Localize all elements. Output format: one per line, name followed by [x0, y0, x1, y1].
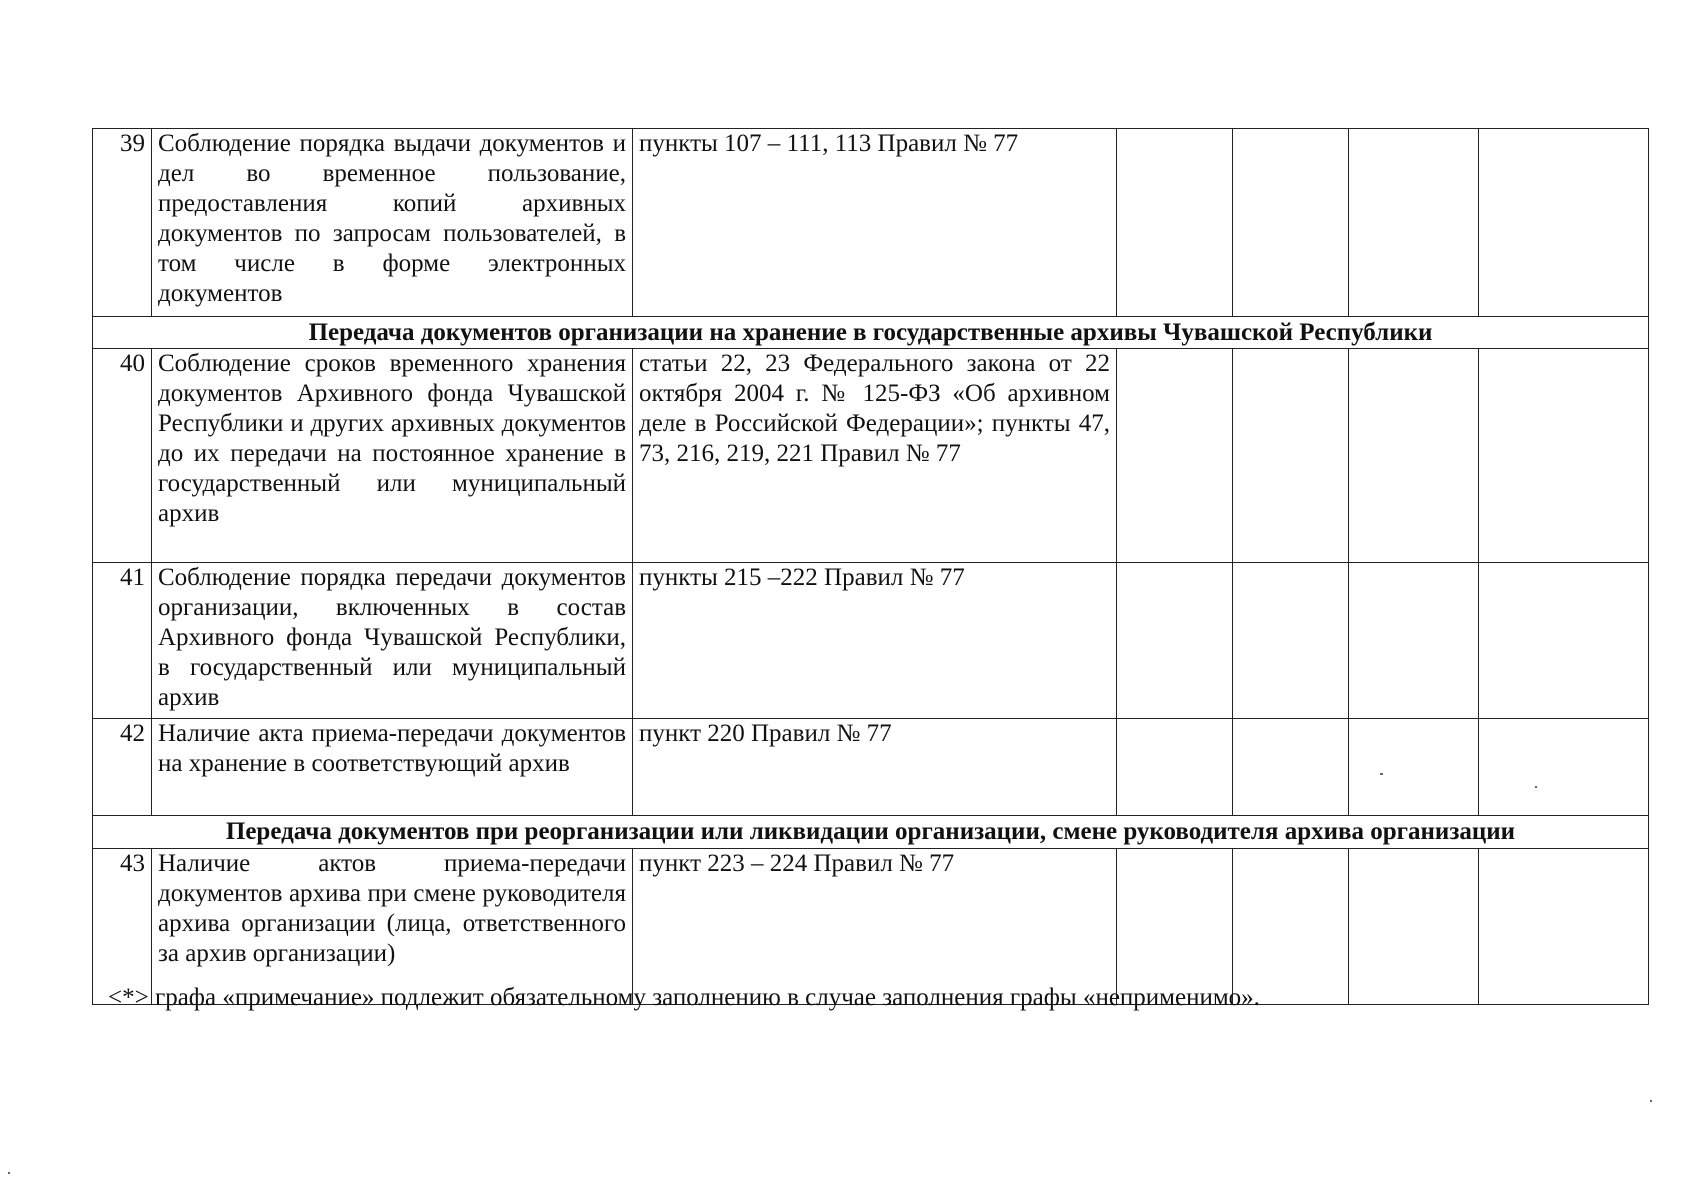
answer-not-applicable-cell[interactable]: [1349, 349, 1479, 563]
checklist-table: [92, 128, 1649, 1005]
scan-speck: [1535, 786, 1537, 788]
section-title: Передача документов организации на хранение в государственные архивы Чувашской Республики: [93, 317, 1649, 349]
requirement-cell: Наличие актов приема-передачи документов архива при смене руководителя архива организации (лица, ответственного за архив организации): [152, 849, 633, 1005]
requirement-cell: Соблюдение порядка выдачи документов и дел во временное пользование, предоставления копий архивных документов по запросам пользователей, в том числе в форме электронных документов: [152, 129, 633, 317]
row-number: 40: [93, 349, 152, 563]
row-number: 41: [93, 563, 152, 719]
row-number: 39: [93, 129, 152, 317]
answer-not-applicable-cell[interactable]: [1349, 849, 1479, 1005]
section-header-row: [93, 317, 1649, 349]
answer-not-applicable-cell[interactable]: [1349, 563, 1479, 719]
legal-reference-cell: статьи 22, 23 Федерального закона от 22 октября 2004 г. № 125-ФЗ «Об архивном деле в Российской Федерации»; пункты 47, 73, 216, 219, 221 Правил № 77: [633, 349, 1117, 563]
note-cell[interactable]: [1479, 129, 1649, 317]
answer-no-cell[interactable]: [1233, 349, 1349, 563]
legal-reference-cell: пункты 107 – 111, 113 Правил № 77: [633, 129, 1117, 317]
table-row: [93, 849, 1649, 1005]
table-row: [93, 719, 1649, 816]
note-cell[interactable]: [1479, 849, 1649, 1005]
answer-not-applicable-cell[interactable]: [1349, 719, 1479, 816]
answer-no-cell[interactable]: [1233, 129, 1349, 317]
note-cell[interactable]: [1479, 563, 1649, 719]
answer-no-cell[interactable]: [1233, 563, 1349, 719]
note-cell[interactable]: [1479, 719, 1649, 816]
section-title: Передача документов при реорганизации или ликвидации организации, смене руководителя архива организации: [93, 816, 1649, 849]
requirement-cell: Соблюдение сроков временного хранения документов Архивного фонда Чувашской Республики и других архивных документов до их передачи на постоянное хранение в государственный или муниципальный архив: [152, 349, 633, 563]
note-cell[interactable]: [1479, 349, 1649, 563]
row-number: 42: [93, 719, 152, 816]
scan-speck: [1650, 1100, 1652, 1102]
answer-yes-cell[interactable]: [1117, 563, 1233, 719]
answer-yes-cell[interactable]: [1117, 129, 1233, 317]
answer-no-cell[interactable]: [1233, 719, 1349, 816]
answer-yes-cell[interactable]: [1117, 849, 1233, 1005]
answer-no-cell[interactable]: [1233, 849, 1349, 1005]
table-row: [93, 349, 1649, 563]
legal-reference-cell: пункт 223 – 224 Правил № 77: [633, 849, 1117, 1005]
section-header-row: [93, 816, 1649, 849]
legal-reference-cell: пункты 215 –222 Правил № 77: [633, 563, 1117, 719]
table-row: [93, 563, 1649, 719]
table-row: [93, 129, 1649, 317]
scan-speck: [8, 1172, 10, 1174]
answer-yes-cell[interactable]: [1117, 719, 1233, 816]
answer-yes-cell[interactable]: [1117, 349, 1233, 563]
requirement-cell: Наличие акта приема-передачи документов на хранение в соответствующий архив: [152, 719, 633, 816]
footnote: <*> графа «примечание» подлежит обязательному заполнению в случае заполнения графы «неприменимо».: [108, 984, 1260, 1011]
legal-reference-cell: пункт 220 Правил № 77: [633, 719, 1117, 816]
answer-not-applicable-cell[interactable]: [1349, 129, 1479, 317]
requirement-cell: Соблюдение порядка передачи документов организации, включенных в состав Архивного фонда Чувашской Республики, в государственный или муниципальный архив: [152, 563, 633, 719]
row-number: 43: [93, 849, 152, 1005]
scan-speck: [1380, 773, 1383, 775]
